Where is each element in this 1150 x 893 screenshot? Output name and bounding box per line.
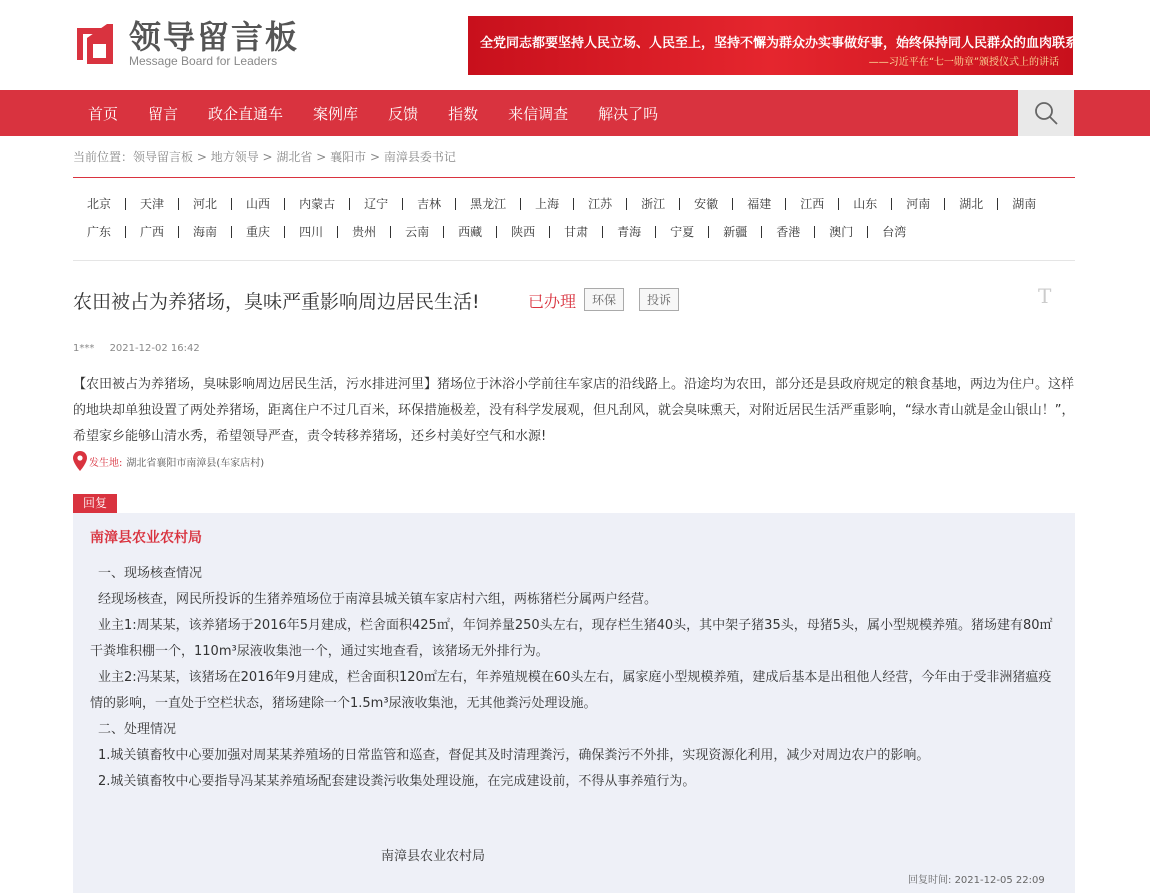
region-link[interactable]: 江西 bbox=[786, 198, 839, 210]
reply-time-label: 回复时间: bbox=[908, 875, 952, 886]
category-tag[interactable]: 环保 bbox=[584, 288, 624, 311]
region-link[interactable]: 河北 bbox=[179, 198, 232, 210]
nav-item-survey[interactable]: 来信调查 bbox=[508, 104, 569, 123]
location-value: 湖北省襄阳市南漳县(车家店村) bbox=[126, 457, 265, 469]
reply-body bbox=[90, 561, 1058, 795]
region-link[interactable]: 天津 bbox=[126, 198, 179, 210]
region-link[interactable]: 甘肃 bbox=[550, 226, 603, 238]
message-title: 农田被占为养猪场，臭味严重影响周边居民生活! bbox=[73, 291, 480, 313]
reply-time-value: 2021-12-05 22:09 bbox=[954, 875, 1045, 886]
site-logo[interactable] bbox=[73, 18, 299, 70]
breadcrumb-separator: > bbox=[366, 150, 384, 164]
reply-paragraph: 一、现场核查情况 bbox=[98, 566, 203, 581]
reply-paragraph: 业主2:冯某某，该猪场在2016年9月建成，栏舍面积120㎡左右，年养殖规模在60头左右，属家庭小型规模养殖，建成后基本是出租他人经营，今年由于受非洲猪瘟疫情的影响，一直处于空栏状态，猪场建除一个1.5m³尿液收集池，无其他粪污处理设施。 bbox=[90, 670, 1052, 711]
breadcrumb-separator: > bbox=[193, 150, 211, 164]
reply-paragraph: 业主1:周某某，该养猪场于2016年5月建成，栏舍面积425㎡，年饲养量250头左右，现存栏生猪40头，其中架子猪35头，母猪5头，属小型规模养殖。猪场建有80㎡干粪堆积棚一个，110m³尿液收集池一个，通过实地查看，该猪场无外排行为。 bbox=[90, 618, 1053, 659]
location-pin-icon bbox=[73, 451, 87, 471]
logo-subtitle: Message Board for Leaders bbox=[129, 54, 278, 68]
region-link[interactable]: 福建 bbox=[733, 198, 786, 210]
region-link[interactable]: 湖北 bbox=[945, 198, 998, 210]
reply-box bbox=[73, 513, 1075, 893]
region-link[interactable]: 浙江 bbox=[627, 198, 680, 210]
region-link[interactable]: 黑龙江 bbox=[456, 198, 521, 210]
message-header bbox=[73, 261, 1075, 339]
reply-paragraph: 2.城关镇畜牧中心要指导冯某某养殖场配套建设粪污收集处理设施，在完成建设前，不得从事养殖行为。 bbox=[98, 774, 696, 789]
region-link[interactable]: 四川 bbox=[285, 226, 338, 238]
nav-item-solved[interactable]: 解决了吗 bbox=[598, 104, 659, 123]
breadcrumb-item[interactable]: 襄阳市 bbox=[330, 150, 367, 164]
region-row bbox=[73, 218, 1075, 246]
site-header bbox=[0, 0, 1150, 90]
nav-item-index[interactable]: 指数 bbox=[448, 104, 479, 123]
region-link[interactable]: 北京 bbox=[73, 198, 126, 210]
breadcrumb-separator: > bbox=[312, 150, 331, 164]
region-link[interactable]: 新疆 bbox=[709, 226, 762, 238]
region-link[interactable]: 山西 bbox=[232, 198, 285, 210]
region-link[interactable]: 江苏 bbox=[574, 198, 627, 210]
reply-signature: 南漳县农业农村局 bbox=[381, 849, 486, 864]
main-nav bbox=[0, 90, 1150, 136]
nav-item-home[interactable]: 首页 bbox=[88, 104, 119, 123]
logo-title: 领导留言板 bbox=[129, 18, 300, 56]
breadcrumb bbox=[73, 136, 1075, 178]
slogan-banner bbox=[468, 16, 1092, 75]
region-link[interactable]: 西藏 bbox=[444, 226, 497, 238]
breadcrumb-prefix: 当前位置： bbox=[73, 150, 134, 164]
nav-item-feedback[interactable]: 反馈 bbox=[388, 104, 419, 123]
region-link[interactable]: 吉林 bbox=[403, 198, 456, 210]
region-link[interactable]: 山东 bbox=[839, 198, 892, 210]
region-link[interactable]: 青海 bbox=[603, 226, 656, 238]
region-link[interactable]: 湖南 bbox=[1012, 197, 1037, 211]
nav-item-message[interactable]: 留言 bbox=[148, 104, 179, 123]
banner-slogan: 全党同志都要坚持人民立场、人民至上，坚持不懈为群众办实事做好事，始终保持同人民群众的血肉联系。 bbox=[480, 36, 1092, 51]
region-link[interactable]: 广西 bbox=[126, 226, 179, 238]
region-link[interactable]: 海南 bbox=[179, 226, 232, 238]
reply-tag: 回复 bbox=[73, 494, 117, 513]
reply-department: 南漳县农业农村局 bbox=[90, 530, 202, 546]
breadcrumb-item[interactable]: 南漳县委书记 bbox=[383, 150, 456, 164]
search-icon bbox=[1033, 100, 1059, 126]
search-button[interactable] bbox=[1018, 90, 1074, 136]
region-link[interactable]: 安徽 bbox=[680, 198, 733, 210]
region-link[interactable]: 广东 bbox=[73, 226, 126, 238]
breadcrumb-separator: > bbox=[258, 150, 277, 164]
region-link[interactable]: 重庆 bbox=[232, 226, 285, 238]
breadcrumb-item[interactable]: 领导留言板 bbox=[133, 150, 194, 164]
reply-time bbox=[908, 871, 1045, 886]
message-meta bbox=[73, 339, 1075, 359]
type-tag[interactable]: 投诉 bbox=[639, 288, 679, 311]
post-time: 2021-12-02 16:42 bbox=[109, 343, 200, 354]
region-link[interactable]: 辽宁 bbox=[350, 198, 403, 210]
logo-mark-icon bbox=[73, 20, 121, 68]
status-badge: 已办理 bbox=[528, 292, 577, 311]
region-link[interactable]: 上海 bbox=[521, 198, 574, 210]
region-link[interactable]: 宁夏 bbox=[656, 226, 709, 238]
breadcrumb-item[interactable]: 地方领导 bbox=[210, 150, 259, 164]
region-link[interactable]: 陕西 bbox=[497, 226, 550, 238]
message-content: 【农田被占为养猪场，臭味影响周边居民生活，污水排进河里】猪场位于沐浴小学前往车家店的沿线路上。沿途均为农田，部分还是县政府规定的粮食基地，两边为住户。这样的地块却单独设置了两处养猪场，距离住户不过几百米，环保措施极差，没有科学发展观，但凡刮风，就会臭味熏天，对附近居民生活严重影响，“绿水青山就是金山银山！”，希望家乡能够山清水秀，希望领导严查，责令转移养猪场，还乡村美好空气和水源! bbox=[73, 377, 1075, 444]
region-link[interactable]: 澳门 bbox=[815, 226, 868, 238]
region-link[interactable]: 云南 bbox=[391, 226, 444, 238]
reply-paragraph: 经现场核查，网民所投诉的生猪养殖场位于南漳县城关镇车家店村六组，两栋猪栏分属两户经营。 bbox=[98, 592, 658, 607]
region-link[interactable]: 台湾 bbox=[882, 225, 907, 239]
reply-paragraph: 二、处理情况 bbox=[98, 722, 177, 737]
location-row bbox=[73, 450, 1075, 472]
region-link[interactable]: 河南 bbox=[892, 198, 945, 210]
banner-attribution: ——习近平在“七一勋章”颁授仪式上的讲话 bbox=[868, 57, 1059, 68]
region-link[interactable]: 贵州 bbox=[338, 226, 391, 238]
region-link[interactable]: 内蒙古 bbox=[285, 198, 350, 210]
font-size-toggle-icon[interactable]: T bbox=[1038, 284, 1052, 308]
location-label: 发生地: bbox=[89, 457, 123, 469]
nav-item-enterprise[interactable]: 政企直通车 bbox=[208, 104, 284, 123]
author-name: 1*** bbox=[73, 343, 95, 354]
reply-paragraph: 1.城关镇畜牧中心要加强对周某某养殖场的日常监管和巡查，督促其及时清理粪污，确保粪污不外排，实现资源化利用，减少对周边农户的影响。 bbox=[98, 748, 930, 763]
nav-item-cases[interactable]: 案例库 bbox=[313, 104, 359, 123]
breadcrumb-item[interactable]: 湖北省 bbox=[276, 150, 313, 164]
region-selector bbox=[73, 178, 1075, 261]
region-link[interactable]: 香港 bbox=[762, 226, 815, 238]
region-row bbox=[73, 190, 1075, 218]
